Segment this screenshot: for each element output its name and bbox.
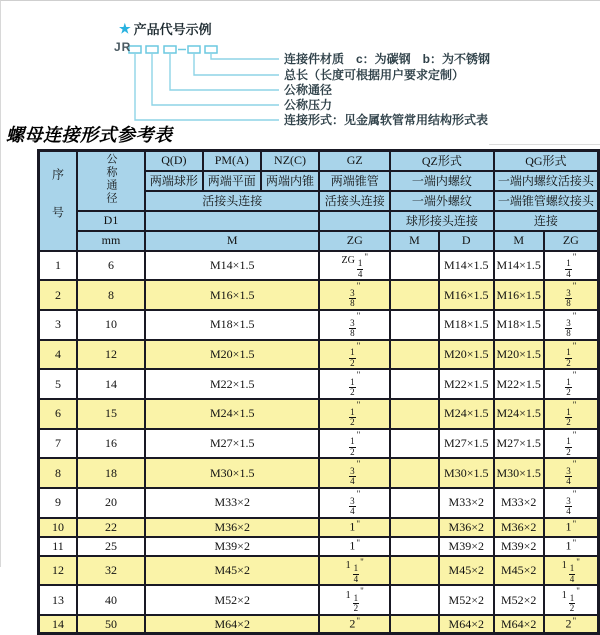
- label-material: 连接件材质 c：为碳钢 b：为不锈钢: [284, 52, 491, 66]
- table-row: [39, 556, 599, 586]
- row-m: M52×2: [145, 585, 319, 615]
- header-type-q: Q(D): [145, 151, 203, 171]
- row-m: M14×1.5: [145, 251, 319, 281]
- row-qg-zg: 1": [544, 518, 599, 537]
- header-conn-union: 活接头连接: [145, 191, 319, 211]
- row-qg-zg: $\frac{1}{2}$ ": [544, 340, 599, 370]
- row-seq: 5: [39, 369, 78, 399]
- header-desc-qz: 一端内螺纹: [390, 171, 494, 191]
- row-seq: 9: [39, 488, 78, 518]
- row-qz-d: M20×1.5: [439, 340, 494, 370]
- scan-artifact-line: [489, 144, 600, 145]
- row-qg-zg: $\frac{3}{8}$ ": [544, 310, 599, 340]
- row-m: M18×1.5: [145, 310, 319, 340]
- row-qg-m: M64×2: [494, 615, 544, 634]
- header-type-nz: NZ(C): [261, 151, 320, 171]
- row-dn: 6: [77, 251, 145, 281]
- header-sub-qg: 连接: [494, 211, 599, 231]
- header-empty-m: [145, 211, 319, 231]
- row-qg-m: M27×1.5: [494, 429, 544, 459]
- row-qz-m: [390, 615, 439, 634]
- row-qg-m: M39×2: [494, 537, 544, 556]
- row-qz-d: M45×2: [439, 556, 494, 586]
- row-m: M36×2: [145, 518, 319, 537]
- table-row: [39, 518, 599, 537]
- row-gz: $\frac{1}{2}$ ": [319, 340, 390, 370]
- label-total-length: 总长（长度可根据用户要求定制）: [284, 68, 465, 82]
- header-type-qg: QG形式: [494, 151, 599, 171]
- row-dn: 14: [77, 369, 145, 399]
- row-gz: 1": [319, 518, 390, 537]
- row-qg-m: M18×1.5: [494, 310, 544, 340]
- row-qz-d: M18×1.5: [439, 310, 494, 340]
- row-qg-zg: 1 $\frac{1}{4}$ ": [544, 556, 599, 586]
- table-row: [39, 310, 599, 340]
- row-qz-d: M24×1.5: [439, 399, 494, 429]
- row-qg-zg: $\frac{1}{2}$ ": [544, 369, 599, 399]
- row-dn: 8: [77, 280, 145, 310]
- row-gz: $\frac{3}{8}$ ": [319, 310, 390, 340]
- row-seq: 6: [39, 399, 78, 429]
- diagram-heading: [119, 19, 212, 38]
- row-m: M64×2: [145, 615, 319, 634]
- label-nominal-dia: 公称通径: [284, 83, 333, 97]
- row-dn: 40: [77, 585, 145, 615]
- row-qz-d: M30×1.5: [439, 458, 494, 488]
- row-qz-m: [390, 585, 439, 615]
- header-mm: mm: [77, 231, 145, 251]
- row-qz-m: [390, 488, 439, 518]
- row-dn: 20: [77, 488, 145, 518]
- row-seq: 2: [39, 280, 78, 310]
- row-dn: 25: [77, 537, 145, 556]
- row-qz-d: M39×2: [439, 537, 494, 556]
- row-qg-m: M45×2: [494, 556, 544, 586]
- nut-connection-table: [37, 149, 600, 635]
- row-seq: 7: [39, 429, 78, 459]
- row-qz-d: M22×1.5: [439, 369, 494, 399]
- header-sub-qz: 球形接头连接: [390, 211, 494, 231]
- row-m: M24×1.5: [145, 399, 319, 429]
- row-qz-m: [390, 369, 439, 399]
- row-qg-zg: $\frac{3}{4}$ ": [544, 458, 599, 488]
- table-row: [39, 488, 599, 518]
- header-desc-pm: 两端平面: [203, 171, 261, 191]
- header-type-qz: QZ形式: [390, 151, 494, 171]
- table-row: [39, 537, 599, 556]
- row-qg-zg: $\frac{1}{2}$ ": [544, 399, 599, 429]
- star-icon: ★: [119, 20, 131, 36]
- row-qz-m: [390, 537, 439, 556]
- row-gz: 1": [319, 537, 390, 556]
- row-dn: 50: [77, 615, 145, 634]
- row-qg-m: M33×2: [494, 488, 544, 518]
- row-m: M22×1.5: [145, 369, 319, 399]
- row-qg-m: M52×2: [494, 585, 544, 615]
- header-unit-qg-zg: ZG: [544, 231, 599, 251]
- table-row: [39, 251, 599, 281]
- row-dn: 32: [77, 556, 145, 586]
- table-header: [39, 151, 599, 251]
- row-qg-zg: $\frac{1}{4}$ ": [544, 251, 599, 281]
- section-title: 螺母连接形式参考表: [6, 125, 173, 145]
- row-dn: 22: [77, 518, 145, 537]
- row-qz-m: [390, 251, 439, 281]
- table-row: [39, 429, 599, 459]
- row-seq: 8: [39, 458, 78, 488]
- row-gz: ZG $\frac{1}{4}$ ": [319, 251, 390, 281]
- code-boxes: [129, 46, 217, 53]
- row-qg-m: M16×1.5: [494, 280, 544, 310]
- row-qg-m: M22×1.5: [494, 369, 544, 399]
- table-row: [39, 399, 599, 429]
- row-seq: 4: [39, 340, 78, 370]
- row-qz-d: M36×2: [439, 518, 494, 537]
- row-seq: 12: [39, 556, 78, 586]
- row-qz-d: M27×1.5: [439, 429, 494, 459]
- row-m: M33×2: [145, 488, 319, 518]
- header-unit-qg-m: M: [494, 231, 544, 251]
- row-gz: 1 $\frac{1}{4}$ ": [319, 556, 390, 586]
- row-qg-zg: 1 $\frac{1}{2}$ ": [544, 585, 599, 615]
- row-qz-m: [390, 340, 439, 370]
- row-qg-m: M30×1.5: [494, 458, 544, 488]
- row-dn: 10: [77, 310, 145, 340]
- table-row: [39, 585, 599, 615]
- row-dn: 12: [77, 340, 145, 370]
- row-qz-m: [390, 429, 439, 459]
- header-type-gz: GZ: [319, 151, 390, 171]
- header-type-pm: PM(A): [203, 151, 261, 171]
- header-conn-qz: 一端外螺纹: [390, 191, 494, 211]
- row-qz-m: [390, 280, 439, 310]
- row-m: M20×1.5: [145, 340, 319, 370]
- row-gz: $\frac{3}{8}$ ": [319, 280, 390, 310]
- header-d1: D1: [77, 211, 145, 231]
- row-seq: 3: [39, 310, 78, 340]
- row-dn: 16: [77, 429, 145, 459]
- table-row: [39, 369, 599, 399]
- header-conn-qg: 一端锥管螺纹接头: [494, 191, 599, 211]
- header-dn: 公称通径: [77, 151, 145, 211]
- row-seq: 1: [39, 251, 78, 281]
- leader-lines: [135, 53, 279, 120]
- header-desc-nz: 两端内锥: [261, 171, 320, 191]
- row-gz: 1 $\frac{1}{2}$ ": [319, 585, 390, 615]
- row-dn: 15: [77, 399, 145, 429]
- header-unit-qz-d: D: [439, 231, 494, 251]
- table-row: [39, 340, 599, 370]
- row-qg-zg: $\frac{1}{2}$ ": [544, 429, 599, 459]
- row-seq: 13: [39, 585, 78, 615]
- row-dn: 18: [77, 458, 145, 488]
- diagram-heading-text: 产品代号示例: [133, 22, 212, 37]
- row-gz: $\frac{3}{4}$ ": [319, 488, 390, 518]
- row-m: M45×2: [145, 556, 319, 586]
- row-gz: $\frac{3}{4}$ ": [319, 458, 390, 488]
- header-desc-qg: 一端内螺纹活接头: [494, 171, 599, 191]
- table-row: [39, 458, 599, 488]
- row-qz-d: M14×1.5: [439, 251, 494, 281]
- row-qg-zg: $\frac{3}{4}$ ": [544, 488, 599, 518]
- table-body: [39, 251, 599, 634]
- row-seq: 10: [39, 518, 78, 537]
- row-qz-m: [390, 310, 439, 340]
- row-m: M39×2: [145, 537, 319, 556]
- header-desc-q: 两端球形: [145, 171, 203, 191]
- row-qz-d: M64×2: [439, 615, 494, 634]
- header-unit-zg: ZG: [319, 231, 390, 251]
- row-qg-m: M14×1.5: [494, 251, 544, 281]
- code-prefix: JR: [114, 40, 132, 54]
- row-qz-m: [390, 518, 439, 537]
- header-desc-gz: 两端锥管: [319, 171, 390, 191]
- table-row: [39, 615, 599, 634]
- row-qz-m: [390, 556, 439, 586]
- row-gz: $\frac{1}{2}$ ": [319, 429, 390, 459]
- row-qz-m: [390, 458, 439, 488]
- row-qz-d: M52×2: [439, 585, 494, 615]
- row-qg-zg: 1": [544, 537, 599, 556]
- row-qz-m: [390, 399, 439, 429]
- row-m: M16×1.5: [145, 280, 319, 310]
- row-seq: 11: [39, 537, 78, 556]
- label-connection-form: 连接形式：见金属软管常用结构形式表: [284, 113, 489, 127]
- header-unit-qz-m: M: [390, 231, 439, 251]
- label-nominal-pressure: 公称压力: [284, 98, 333, 112]
- header-empty-gz: [319, 211, 390, 231]
- header-unit-m: M: [145, 231, 319, 251]
- row-m: M30×1.5: [145, 458, 319, 488]
- row-gz: $\frac{1}{2}$ ": [319, 369, 390, 399]
- header-seq: 序号: [39, 151, 78, 251]
- row-qg-m: M24×1.5: [494, 399, 544, 429]
- row-gz: $\frac{1}{2}$ ": [319, 399, 390, 429]
- table-row: [39, 280, 599, 310]
- row-qg-zg: $\frac{3}{8}$ ": [544, 280, 599, 310]
- row-seq: 14: [39, 615, 78, 634]
- row-qg-zg: 2": [544, 615, 599, 634]
- row-qz-d: M33×2: [439, 488, 494, 518]
- row-gz: 2": [319, 615, 390, 634]
- header-conn-gz: 活接头连接: [319, 191, 390, 211]
- row-qz-d: M16×1.5: [439, 280, 494, 310]
- row-m: M27×1.5: [145, 429, 319, 459]
- row-qg-m: M20×1.5: [494, 340, 544, 370]
- row-qg-m: M36×2: [494, 518, 544, 537]
